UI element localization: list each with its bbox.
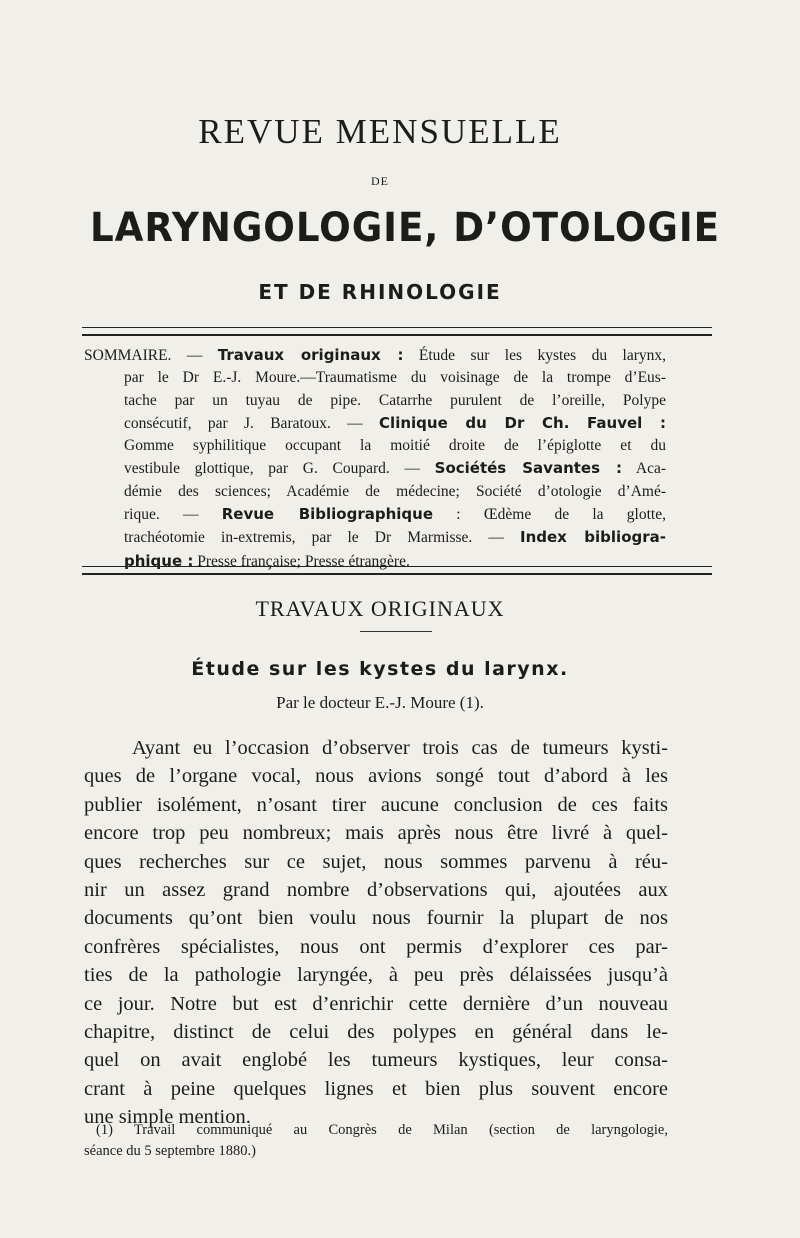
sommaire-line (84, 526, 666, 549)
footnote (84, 1120, 668, 1162)
sommaire-line (84, 503, 666, 526)
sommaire-line (84, 344, 666, 367)
sommaire-line (84, 481, 666, 503)
journal-title-line2: LARYNGOLOGIE, D’OTOLOGIE (90, 205, 720, 251)
sommaire-text: Presse française; Presse étrangère. (193, 552, 410, 570)
body-line: une simple mention. (84, 1106, 251, 1129)
sommaire-text: par le Dr E.-J. Moure.—Traumatisme du voisinage de la trompe d’Eus- (124, 369, 666, 387)
sommaire-text: tache par un tuyau de pipe. Catarrhe purulent de l’oreille, Polype (124, 391, 666, 409)
sommaire-text: vestibule glottique, par G. Coupard. — (124, 460, 435, 478)
sommaire-text: SOMMAIRE. — (84, 347, 218, 364)
section-heading: TRAVAUX ORIGINAUX (255, 596, 505, 621)
journal-title-de: DE (371, 174, 389, 188)
bottom-double-rule (82, 566, 712, 575)
sommaire-bold: Travaux originaux : (217, 346, 404, 364)
body-line: chapitre, distinct de celui des polypes en général dans le- (84, 1021, 668, 1044)
body-line: Ayant eu l’occasion d’observer trois cas de tumeurs kysti- (132, 737, 668, 759)
sommaire-line (84, 435, 666, 457)
sommaire-bold: Index bibliogra- (520, 528, 666, 547)
body-line: crant à peine quelques lignes et bien plus souvent encore (84, 1077, 668, 1100)
body-line: publier isolément, n’osant tirer aucune conclusion de ces faits (84, 793, 668, 816)
sommaire-text: Gomme syphilitique occupant la moitié droite de l’épiglotte et du (124, 437, 666, 455)
journal-title-line1: REVUE MENSUELLE (198, 112, 562, 151)
top-double-rule (82, 327, 712, 336)
sommaire-text: rique. — (124, 506, 222, 524)
sommaire-text: Étude sur les kystes du larynx, (403, 347, 666, 364)
body-line: documents qu’ont bien voulu nous fournir la plupart de nos (84, 907, 668, 930)
sommaire-text: démie des sciences; Académie de médecine; Société d’otologie d’Amé- (124, 482, 666, 500)
body-line: confrères spécialistes, nous ont permis d’explorer ces par- (84, 935, 668, 958)
body-line: ques de l’organe vocal, nous avions songé tout d’abord à les (84, 765, 668, 788)
body-line: ques recherches sur ce sujet, nous sommes parvenu à réu- (84, 850, 668, 873)
sommaire-line (84, 412, 666, 435)
footnote-line: séance du 5 septembre 1880.) (84, 1143, 256, 1159)
sommaire-bold: Revue Bibliographique (221, 505, 434, 524)
sommaire-text: : Œdème de la glotte, (433, 506, 666, 524)
sommaire-line (84, 457, 666, 480)
sommaire-line (84, 390, 666, 412)
article-title: Étude sur les kystes du larynx. (191, 658, 569, 680)
sommaire-block (84, 344, 666, 573)
footnote-line: (1) Travail communiqué au Congrès de Milan (section de laryngologie, (96, 1122, 668, 1138)
article-author: Par le docteur E.-J. Moure (1). (276, 693, 484, 712)
sommaire-text: Aca- (622, 460, 667, 478)
body-line: ties de la pathologie laryngée, à peu près délaissées jusqu’à (84, 964, 668, 987)
section-underline (360, 631, 432, 632)
sommaire-text: consécutif, par J. Baratoux. — (124, 414, 380, 432)
sommaire-bold: phique : (124, 551, 194, 570)
body-line: quel on avait englobé les tumeurs kystiques, leur consa- (84, 1049, 668, 1072)
sommaire-line (84, 367, 666, 389)
sommaire-bold: Sociétés Savantes : (434, 459, 623, 478)
sommaire-bold: Clinique du Dr Ch. Fauvel : (379, 413, 666, 432)
journal-title-line3: ET DE RHINOLOGIE (258, 280, 502, 304)
body-line: encore trop peu nombreux; mais après nous être livré à quel- (84, 822, 668, 845)
body-line: ce jour. Notre but est d’enrichir cette dernière d’un nouveau (84, 992, 668, 1015)
article-body (84, 734, 668, 1132)
body-line: nir un assez grand nombre d’observations qui, ajoutées aux (84, 879, 668, 902)
sommaire-text: trachéotomie in-extremis, par le Dr Marmisse. — (124, 529, 520, 547)
